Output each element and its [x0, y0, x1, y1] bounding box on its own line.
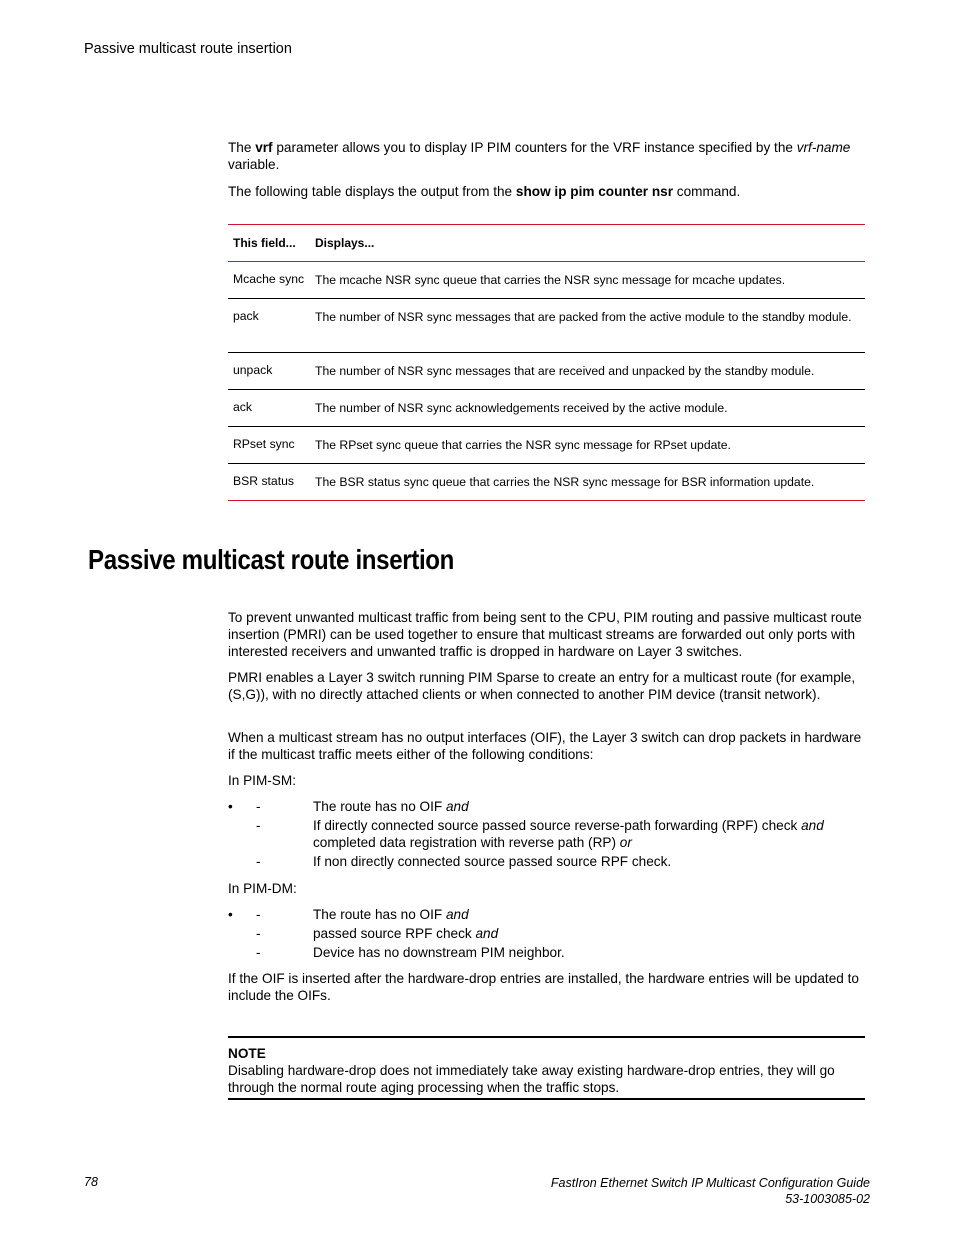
table-cell-field: pack — [233, 309, 259, 323]
text-run: The — [228, 140, 256, 155]
section-paragraph-2: PMRI enables a Layer 3 switch running PIM Sparse to create an entry for a multicast route (for example, (S,G)), with no directly attached clients or when connected to another PIM device (transit network). — [228, 670, 856, 702]
italic-term: and — [445, 907, 469, 922]
text-run: passed source RPF check — [313, 926, 476, 941]
table-row — [228, 353, 865, 390]
section-paragraph-1: To prevent unwanted multicast traffic from being sent to the CPU, PIM routing and passive multicast route insertion (PMRI) can be used together to ensure that multicast streams are forwarded out only ports with interested receivers and unwanted traffic is dropped in hardware on Layer 3 switches. — [228, 610, 862, 659]
intro-paragraph-table — [228, 183, 868, 200]
running-header: Passive multicast route insertion — [84, 41, 292, 57]
list-item-text — [313, 798, 868, 815]
dash-marker: - — [256, 818, 261, 833]
column-header-field: This field... — [233, 236, 296, 250]
table-cell-field: Mcache sync — [233, 272, 305, 286]
list-item — [228, 853, 868, 870]
text-run: If directly connected source passed source reverse-path forwarding (RPF) check — [313, 818, 802, 833]
guide-title: FastIron Ethernet Switch IP Multicast Configuration Guide — [550, 1176, 870, 1190]
list-item — [228, 925, 868, 942]
table-row — [228, 299, 865, 353]
pim-sm-list — [228, 798, 868, 872]
table-row — [228, 427, 865, 464]
list-item — [228, 798, 868, 815]
dash-marker: - — [256, 799, 261, 814]
table-cell-description: The mcache NSR sync queue that carries the NSR sync message for mcache updates. — [315, 273, 786, 287]
table-cell-description: The BSR status sync queue that carries the NSR sync message for BSR information update. — [315, 475, 815, 489]
table-header-row — [228, 225, 865, 262]
italic-term: and — [801, 818, 824, 833]
italic-term: or — [619, 835, 632, 850]
section-paragraph-4: If the OIF is inserted after the hardware-drop entries are installed, the hardware entries will be updated to include the OIFs. — [228, 971, 859, 1003]
text-run: The following table displays the output from the — [228, 184, 516, 199]
text-run: The route has no OIF — [313, 799, 446, 814]
text-run: variable. — [228, 157, 280, 172]
table-row — [228, 390, 865, 427]
footer-doc-info — [551, 1175, 870, 1207]
page-number: 78 — [84, 1175, 98, 1189]
dash-marker: - — [256, 926, 261, 941]
section-paragraph-3: When a multicast stream has no output interfaces (OIF), the Layer 3 switch can drop packets in hardware if the multicast traffic meets either of the following conditions: — [228, 730, 862, 762]
italic-term: and — [475, 926, 499, 941]
table-cell-description: The RPset sync queue that carries the NSR sync message for RPset update. — [315, 438, 731, 452]
dash-marker: - — [256, 854, 261, 869]
section-title: Passive multicast route insertion — [88, 544, 455, 575]
table-cell-description: The number of NSR sync messages that are packed from the active module to the standby module. — [315, 310, 852, 324]
text-run: The route has no OIF — [313, 907, 446, 922]
column-header-displays: Displays... — [315, 236, 375, 250]
doc-number: 53-1003085-02 — [785, 1192, 870, 1206]
table-cell-description: The number of NSR sync messages that are received and unpacked by the standby module. — [315, 364, 815, 378]
list-item — [228, 817, 868, 851]
intro-paragraph-vrf — [228, 139, 868, 173]
list-item-text — [313, 817, 868, 851]
italic-term: and — [445, 799, 469, 814]
pim-dm-list — [228, 906, 868, 963]
note-box — [228, 1036, 865, 1100]
bullet-marker: • — [228, 799, 233, 814]
italic-term: vrf-name — [796, 140, 851, 155]
bold-term: show ip pim counter nsr — [515, 184, 674, 199]
bullet-marker: • — [228, 907, 233, 922]
note-text: Disabling hardware-drop does not immediately take away existing hardware-drop entries, they will go through the normal route aging processing when the traffic stops. — [228, 1063, 835, 1095]
note-label: NOTE — [228, 1046, 266, 1061]
list-item — [228, 906, 868, 923]
list-item-text — [313, 906, 868, 923]
list-item-text — [313, 944, 868, 961]
list-item — [228, 944, 868, 961]
table-row — [228, 262, 865, 299]
dash-marker: - — [256, 945, 261, 960]
text-run: If non directly connected source passed source RPF check. — [313, 854, 672, 869]
bold-term: vrf — [255, 140, 273, 155]
dash-marker: - — [256, 907, 261, 922]
text-run: Device has no downstream PIM neighbor. — [313, 945, 565, 960]
nsr-counter-table — [228, 224, 865, 501]
table-cell-field: unpack — [233, 363, 273, 377]
list-item-text — [313, 853, 868, 870]
text-run: completed data registration with reverse path (RP) — [313, 835, 620, 850]
pim-sm-label: In PIM-SM: — [228, 773, 296, 788]
table-cell-field: BSR status — [233, 474, 294, 488]
text-run: parameter allows you to display IP PIM counters for the VRF instance specified by the — [272, 140, 797, 155]
table-cell-description: The number of NSR sync acknowledgements received by the active module. — [315, 401, 728, 415]
list-item-text — [313, 925, 868, 942]
table-cell-field: RPset sync — [233, 437, 295, 451]
pim-dm-label: In PIM-DM: — [228, 881, 297, 896]
table-row — [228, 464, 865, 501]
text-run: command. — [673, 184, 741, 199]
table-cell-field: ack — [233, 400, 252, 414]
